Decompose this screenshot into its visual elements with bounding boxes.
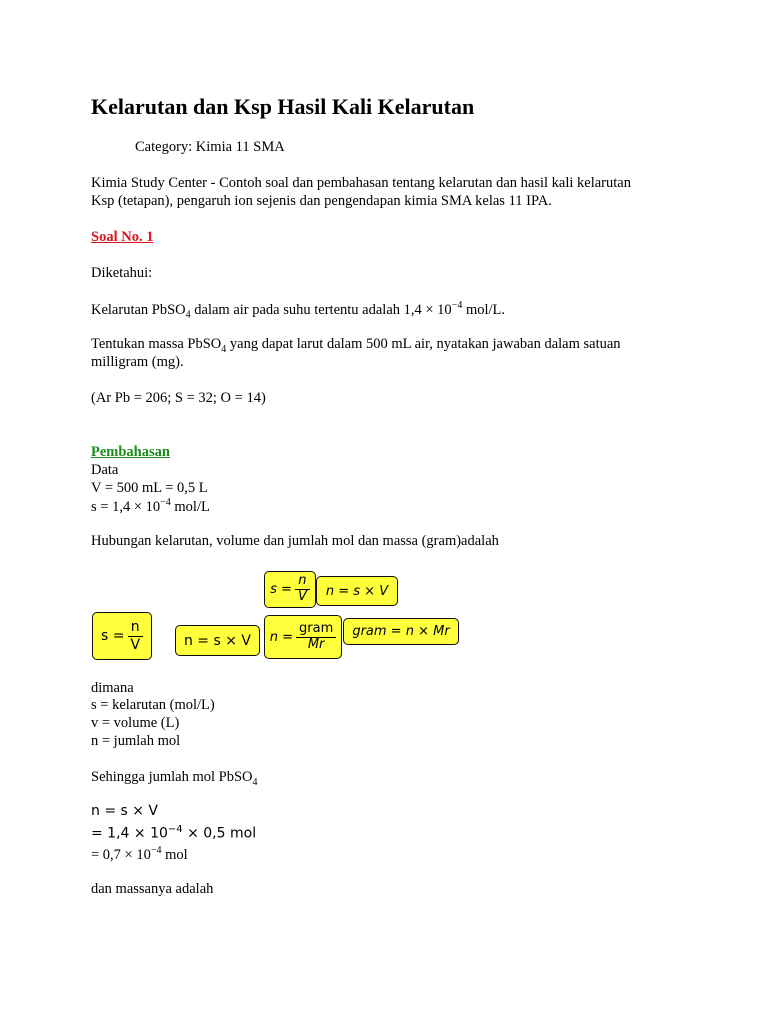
massa-line: dan massanya adalah xyxy=(91,881,214,897)
data-volume: V = 500 mL = 0,5 L xyxy=(91,480,208,496)
dimana-n: n = jumlah mol xyxy=(91,733,181,749)
hubungan-line: Hubungan kelarutan, volume dan jumlah mol dan massa (gram)adalah xyxy=(91,533,499,549)
soal-heading: Soal No. 1 xyxy=(91,229,154,245)
diketahui-label: Diketahui: xyxy=(91,265,153,281)
intro-line-1: Kimia Study Center - Contoh soal dan pembahasan tentang kelarutan dan hasil kali kelarutan xyxy=(91,175,631,191)
intro-line-2: Ksp (tetapan), pengaruh ion sejenis dan pengendapan kimia SMA kelas 11 IPA. xyxy=(91,193,552,209)
tentukan-line-1: Tentukan massa PbSO$_4$ yang dapat larut dalam 500 mL air, nyatakan jawaban dalam satuan xyxy=(91,336,621,355)
formula-n-sv-small: n = s × V xyxy=(316,576,398,606)
calc-line-3: = $0,7 \times 10^{-4}$ mol xyxy=(91,845,188,863)
calc-line-1: n = s × V xyxy=(91,803,159,819)
formula-n-gram: n = $\frac{\text{gram}}{Mr}$ xyxy=(264,615,342,659)
pembahasan-heading: Pembahasan xyxy=(91,444,170,460)
tentukan-line-2: milligram (mg). xyxy=(91,354,184,370)
calc-line-2: = $1,4 \times 10^{-4} \times 0,5$ mol xyxy=(91,824,257,842)
kelarutan-statement: Kelarutan PbSO$_4$ dalam air pada suhu tertentu adalah $1,4 \times 10^{-4}$ mol/L. xyxy=(91,300,506,321)
sehingga-line: Sehingga jumlah mol PbSO$_4$ xyxy=(91,769,258,788)
dimana-v: v = volume (L) xyxy=(91,715,180,731)
dimana-label: dimana xyxy=(91,680,134,696)
ar-values: (Ar Pb = 206; S = 32; O = 14) xyxy=(91,390,266,406)
page-title: Kelarutan dan Ksp Hasil Kali Kelarutan xyxy=(91,94,475,119)
data-kelarutan: $s = 1,4 \times 10^{-4}$ mol/L xyxy=(91,497,210,515)
dimana-s: s = kelarutan (mol/L) xyxy=(91,697,215,713)
data-label: Data xyxy=(91,462,119,478)
category-line: Category: Kimia 11 SMA xyxy=(135,139,285,155)
formula-s-big: s = $\frac{n}{V}$ xyxy=(92,612,152,660)
formula-n-sv-big: n = s × V xyxy=(175,625,260,656)
formula-s-small: s = $\frac{n}{V}$ xyxy=(264,571,316,608)
formula-gram: gram = n × Mr xyxy=(343,618,459,645)
